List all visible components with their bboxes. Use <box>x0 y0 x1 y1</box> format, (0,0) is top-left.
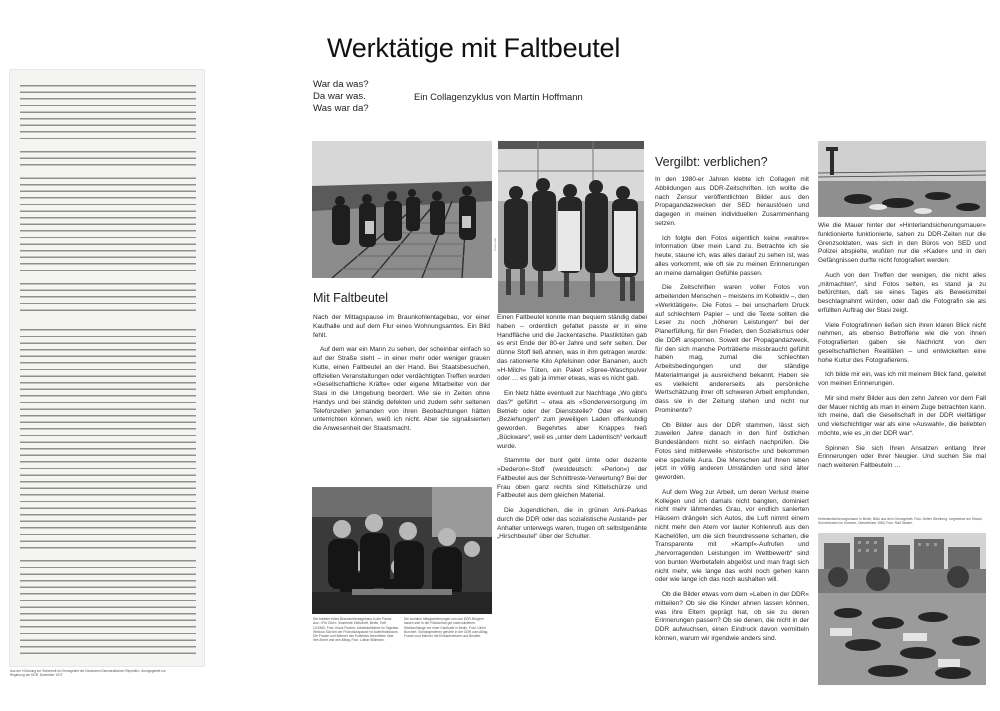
paragraph: Stammte der bunt gebl ümte oder dezente »Dederon«-Stoff (westdeutsch: »Perlon«) der Faltbeutel aus der Schnittreste-Verwertung? Bei der Frau oben ganz rechts sind Kittelschürze und Faltbeutel aus dem gleichen Material. <box>497 457 647 500</box>
text-column-4 <box>818 222 986 518</box>
paragraph: Auf dem war ein Mann zu sehen, der scheinbar einfach so auf der Straße steht – in einer mehr oder weniger grauen Kutte, einen Faltbeutel an der Hand. Bei Staatsbesuchen, offiziellen Veranstaltungen oder verdächtigten Treffen wurden »Gesellschaftliche Kräfte« oder eigene Mitarbeiter von der Stasi in die Umgebung beordert. Wie sie in Zeiten ohne Handys und bei ständig defekten und zudem sehr seltenen Telefonzellen jemanden von ihren Beobachtungen hätten unterrichten können, weiß ich nicht. Aber sie signalisierten die Anwesenheit der Staatsmacht. <box>313 346 490 432</box>
text-column-2 <box>497 314 647 542</box>
paragraph: Ob die Bilder etwas vom dem »Leben in der DDR« mitteilen? Ob sie die Kinder ahnen lassen können, was ihre Eltern geprägt hat, ob sie zu deren Erinnerungen passen? Ob sie denen, die nicht in der DDR aufwuchsen, einen Eindruck davon vermitteln können, warum wir irgendwie anders sind. <box>655 591 809 642</box>
photo-workers-railway <box>312 141 492 278</box>
caption-right-photo: Hinterlandsicherungsmauer in Berlin, Blick aus dem Grenzgebiet. Foto: Detlev Steinberg. Liegewiese am Strand, Sonnenbaden im Sommer, Ostseeküste 1983, Foto: Ralf Sander. <box>818 517 983 526</box>
paragraph: Ich folgte den Fotos eigentlich keine »wahre« Information über mein Land zu. Betrachte ich sie heute, staune ich, was alles darauf zu sehen ist, was alles vorkommt, wie oft sie zu meinen Erinnerungen an meine damaligen Gefühle passen. <box>655 234 809 277</box>
subtitle: Ein Collagenzyklus von Martin Hoffmann <box>414 91 583 102</box>
intro-question-1: War da was? <box>313 79 369 90</box>
paragraph: Mir sind mehr Bilder aus den zehn Jahren vor dem Fall der Mauer nichtig als man in einem Zuge betrachten kann. Ich meine, daß die Gesellschaft in der DDR vielfältiger und vielschichtiger war als eine »Auswahl«, die beliebten möchte, wie es „in der DDR war“. <box>818 394 986 437</box>
document-caption: Aus der »Ordnung zur Sicherheit im Grenzgebiet der Deutschen Demokratischen Republik«, Anzugsgebiet zur Regierung der DDR, Dezember 1972 <box>10 669 166 677</box>
photo-border-sunbathing <box>818 141 986 217</box>
paragraph: Auf dem Weg zur Arbeit, um deren Verlust meine Kollegen und ich damals nicht bangten, dominiert nicht mehr lähmendes Grau, vor endlich sanierten Häusern drängeln sich Autos, die Luft nimmt einem nicht mehr den Atem vor lauter Kohlenruß aus den Kachelöfen, um die sich freundressene scharten, die Transparente mit »Kampf«-Aufrufen und „hervorragenden Leistungen im Wettbewerb“ sind von bunten Werbetafeln abgelöst und man fragt sich nicht mehr, wie lange das wohl noch gehen kann oder wie lange ich das noch aushalten will. <box>655 488 809 584</box>
text-column-3 <box>655 176 809 686</box>
section-heading-faltbeutel: Mit Faltbeutel <box>313 291 389 305</box>
paragraph: Die Zeitschriften waren voller Fotos von arbeitenden Menschen – meistens im Kollektiv –, den »Werktätigen«. Die Fotos – bei unscharfem Druck auf schlechtem Papier – und die Texte sollten die Leser zu noch „höheren Leistungen“ bei der Planerfüllung, für den Frieden, den Sozialismus oder die DDR anspornen. Soweit der Propagandazweck, für den sich manche Porträtierte missbraucht gefühlt haben mag, zumal die schlechten Arbeitsbedingungen und der ständige Materialmangel ja ausreichend bekannt. Haben sie es vielleicht andererseits als persönliche Wertschätzung ihrer oft schweren Arbeit empfunden, dass sie in der Zeitung stehen und nicht nur Prominente? <box>655 284 809 414</box>
caption-queue: Die sozialen Alltagserfahrungen von uns DDR-Bürgern lassen sich in der Rückschau gut nachvollziehen. Warteschlange vor einer Kaufhalle in Berlin. Foto: Ulrich Burchert. Schlangestehen gehörte in der DDR zum Alltag. Frauen und Männer mit Einkaufsnetzen und Beuteln. <box>404 617 489 639</box>
paragraph: Einen Faltbeutel konnte man bequem ständig dabei haben – ordentlich gefaltet passte er in eine Handfläche und die Jackentasche. Plastiktüten gab es erst Ende der 80-er Jahre und sehr selten. Der dünne Stoff ließ ahnen, was in ihm getragen wurde: das rationierte Kilo Apfelsinen oder Bananen, auch »H-Milch« Tüten, ein Paket »Spree-Waschpulver oder … es gab ja immer etwas, was es nicht gab. <box>497 314 647 383</box>
paragraph: Spinnen Sie sich Ihren Ansatzen entlang Ihrer Erinnerungen oder Ihrer Neugier. Und suchen Sie mal nach weiteren Faltbeuteln … <box>818 444 986 469</box>
photo-park-bathers <box>818 533 986 685</box>
paragraph: In den 1980-er Jahren klebte ich Collagen mit Abbildungen aus DDR-Zeitschriften. Ich wollte die nach Zensur veröffentlichten Bilder aus den Propagandazwecken der SED herauslösen und dagegen in meinen individuellen Zusammenhang setzen. <box>655 176 809 227</box>
paragraph: Auch von den Treffen der wenigen, die nicht alles „mitmachten“, sind Fotos selten, es stand ja zu befürchten, daß sie eines Tages als Beweismittel beschlagnahmt würden, oder daß die Fotografin sie als erfüllten Auftrag der Stasi zeigt. <box>818 271 986 314</box>
paragraph: Die Jugendlichen, die in grünen Ami-Parkas durch die DDR oder das sozialistische Ausland» per Anhalter unterwegs waren, trugen oft selbstgenähte „Hirschbeutel“ über der Schulter. <box>497 507 647 541</box>
paragraph: Wie die Mauer hinter der »Hinterlandsicherungsmauer« funktionierte funktionierte, sahen zu DDR-Zeiten nur die Grenzsoldaten, was sich in den Büros von SED und Polizei abspielte, wußten nur die »Kader« und in den Gefängnissen durfte nicht fotografiert werden. <box>818 222 986 264</box>
section-heading-vergilbt: Vergilbt: verblichen? <box>655 155 768 169</box>
intro-question-3: Was war da? <box>313 103 369 114</box>
paragraph: Viele Fotografinnen ließen sich ihren klaren Blick nicht nehmen, als ebenso Betroffene wie die von ihnen Fotografierten gaben sie Nachricht von den gesellschaftlichen Realitäten – und entwickelten eine hohe Kultur des Fotografierens. <box>818 321 986 364</box>
text-column-1 <box>313 314 490 480</box>
typewritten-text-lines <box>20 82 196 656</box>
photo-queue-shop <box>498 141 644 313</box>
intro-question-2: Da war was. <box>313 91 366 102</box>
photo-break-room <box>312 487 492 614</box>
paragraph: Ein Netz hätte eventuell zur Nachfrage „Wo gibt's das?“ geführt – etwa als »Sonderversorgung im Betrieb oder der Dienststelle? Oder es wären „Beziehungen“ zum jeweiligen Laden offenkundig geworden. Begehrtes aber Knappes hieß „Bückware“, weil es „unter dem Ladentisch“ verkauft wurde. <box>497 390 647 450</box>
caption-break-room: Die Arbeiter eines Braunkohlentagebaus in der Pause. Aus: »Für Dich«, Illustrierte Zeitschrift, Berlin, Heft 12/1980, Foto: Klaus Fischer. Arbeitskollektive im Tagebau Welzow-Süd bei der Frühstückspause im Aufenthaltsraum. Die Frauen und Männer des Kollektivs berichteten über ihre Arbeit und den Alltag. Foto: Lothar Willmann. <box>313 617 399 643</box>
paragraph: Ob Bilder aus der DDR stammen, lässt sich zuweilen Jahre danach in den fünf östlichen Bundesländern nicht so einfach nachprüfen. Die Fotos sind mittlerweile »historisch« und bekommen eine spezielle Aura. Die Menschen auf ihnen leben jetzt in völlig anderen Umständen und sind älter geworden. <box>655 421 809 481</box>
typewritten-document <box>10 70 204 666</box>
photo-credit-railway: Foto Lutz <box>493 238 497 251</box>
page-title: Werktätige mit Faltbeutel <box>327 33 621 63</box>
paragraph: Nach der Mittagspause im Braunkohlentagebau, vor einer Kaufhalle und auf dem Flur eines Wohnungsamtes. Ein Bild fehlt. <box>313 314 490 339</box>
paragraph: Ich bilde mir ein, was ich mit meinem Blick fand, geleitet von meinen Erinnerungen. <box>818 371 986 387</box>
